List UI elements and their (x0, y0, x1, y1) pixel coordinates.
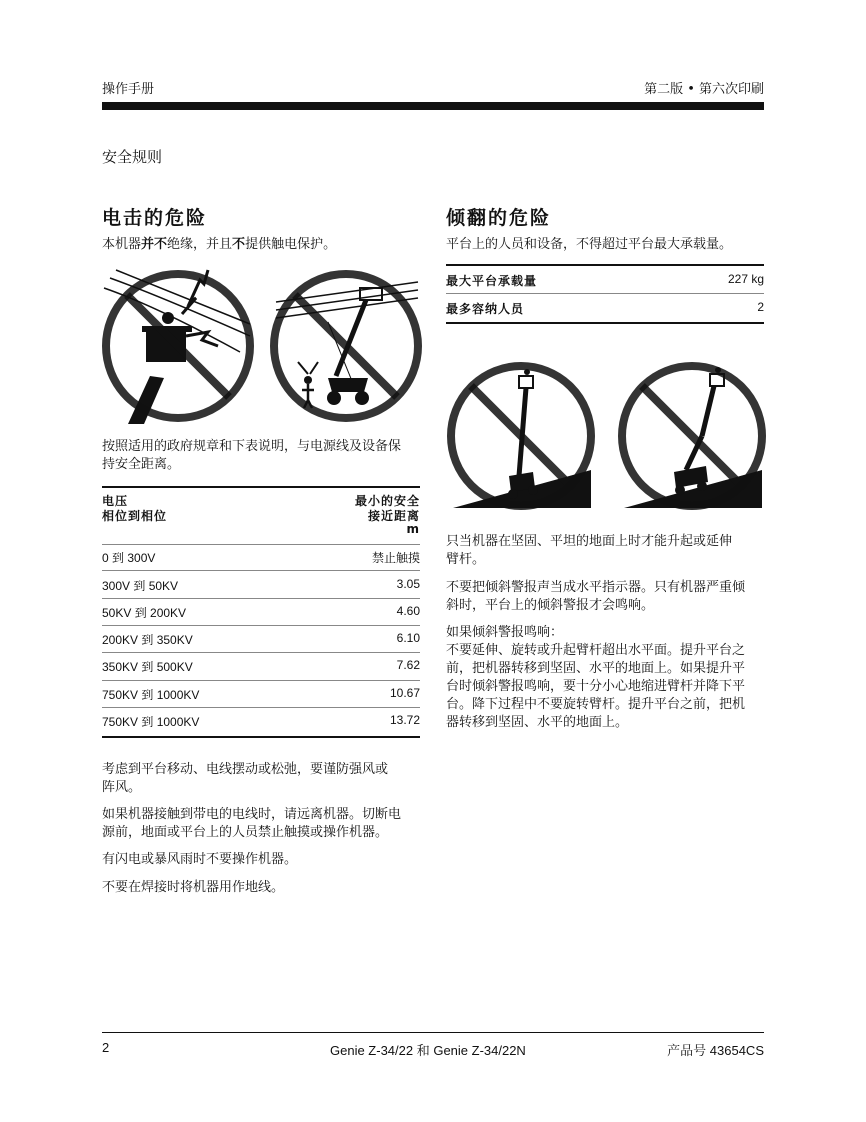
no-powerline-approach-icon (268, 266, 424, 426)
spec-bottom-rule (446, 322, 764, 324)
footer-rule (102, 1032, 764, 1033)
table-row-distance: 禁止触摸 (371, 551, 420, 565)
footer-model: Genie Z-34/22 和 Genie Z-34/22N (330, 1043, 526, 1058)
table-row-distance: 4.60 (396, 604, 420, 618)
table-rule (102, 598, 420, 599)
spec-value: 227 kg (727, 272, 764, 286)
footer-part-number: 产品号 43654CS (667, 1043, 764, 1058)
table-row-voltage: 750KV 到 1000KV (102, 688, 200, 702)
electric-para: 不要在焊接时将机器用作地线。 (102, 880, 285, 895)
electric-para: 阵风。 (102, 780, 142, 795)
header-manual-title: 操作手册 (102, 82, 155, 97)
no-slope-raise-icon (443, 358, 599, 514)
tip-para: 如果倾斜警报鸣响： (446, 625, 564, 640)
tip-intro: 平台上的人员和设备，不得超过平台最大承载量。 (446, 237, 733, 252)
table-row-voltage: 350KV 到 500KV (102, 660, 193, 674)
table-header-voltage: 电压 (102, 494, 129, 508)
footer-page-number: 2 (102, 1040, 110, 1055)
table-header-min-safe: 最小的安全 (354, 494, 420, 508)
tip-para: 器转移到坚固、水平的地面上。 (446, 715, 629, 730)
spec-value: 2 (757, 300, 764, 314)
table-bottom-rule (102, 736, 420, 738)
table-top-rule (102, 486, 420, 488)
table-rule (102, 544, 420, 545)
table-rule (102, 625, 420, 626)
electric-para: 如果机器接触到带电的电线时，请远离机器。切断电 (102, 807, 402, 822)
electric-hazard-title: 电击的危险 (102, 207, 208, 229)
electric-follow-line1: 按照适用的政府规章和下表说明，与电源线及设备保 (102, 439, 402, 454)
tip-hazard-title: 倾翻的危险 (446, 207, 552, 229)
tip-para: 前，把机器转移到坚固、水平的地面上。如果提升平 (446, 661, 746, 676)
electric-para: 考虑到平台移动、电线摆动或松弛，要谨防强风或 (102, 762, 389, 777)
tip-para: 台时倾斜警报鸣响，要十分小心地缩进臂杆并降下平 (446, 679, 746, 694)
no-slope-extend-icon (614, 358, 770, 514)
table-row-voltage: 0 到 300V (102, 551, 156, 565)
table-row-distance: 13.72 (389, 713, 420, 727)
spec-label: 最多容纳人员 (446, 302, 525, 316)
electric-para: 有闪电或暴风雨时不要操作机器。 (102, 852, 298, 867)
table-row-distance: 6.10 (396, 631, 420, 645)
tip-para: 不要延伸、旋转或升起臂杆超出水平面。提升平台之 (446, 643, 746, 658)
table-header-unit: m (406, 522, 420, 536)
header-bar (102, 102, 764, 110)
table-header-distance: 接近距离 (367, 509, 420, 523)
table-rule (102, 652, 420, 653)
table-row-distance: 7.62 (396, 658, 420, 672)
table-row-distance: 10.67 (389, 686, 420, 700)
tip-para: 臂杆。 (446, 552, 486, 567)
section-title: 安全规则 (102, 148, 163, 166)
electric-para: 源前，地面或平台上的人员禁止触摸或操作机器。 (102, 825, 389, 840)
tip-para: 斜时，平台上的倾斜警报才会鸣响。 (446, 598, 655, 613)
table-row-distance: 3.05 (396, 577, 420, 591)
table-row-voltage: 50KV 到 200KV (102, 606, 187, 620)
tip-para: 只当机器在坚固、平坦的地面上时才能升起或延伸 (446, 534, 733, 549)
table-row-voltage: 200KV 到 350KV (102, 633, 193, 647)
header-edition: 第二版 • 第六次印刷 (644, 82, 764, 97)
table-rule (102, 707, 420, 708)
tip-para: 不要把倾斜警报声当成水平指示器。只有机器严重倾 (446, 580, 746, 595)
spec-label: 最大平台承载量 (446, 274, 538, 288)
electric-intro: 本机器并不绝缘，并且不提供触电保护。 (102, 237, 337, 252)
spec-top-rule (446, 264, 764, 266)
spec-rule (446, 293, 764, 294)
table-row-voltage: 300V 到 50KV (102, 579, 179, 593)
no-powerline-contact-icon (100, 266, 256, 426)
electric-follow-line2: 持安全距离。 (102, 457, 181, 472)
table-header-phase: 相位到相位 (102, 509, 168, 523)
table-row-voltage: 750KV 到 1000KV (102, 715, 200, 729)
table-rule (102, 570, 420, 571)
tip-para: 台。降下过程中不要旋转臂杆。提升平台之前，把机 (446, 697, 746, 712)
table-rule (102, 680, 420, 681)
